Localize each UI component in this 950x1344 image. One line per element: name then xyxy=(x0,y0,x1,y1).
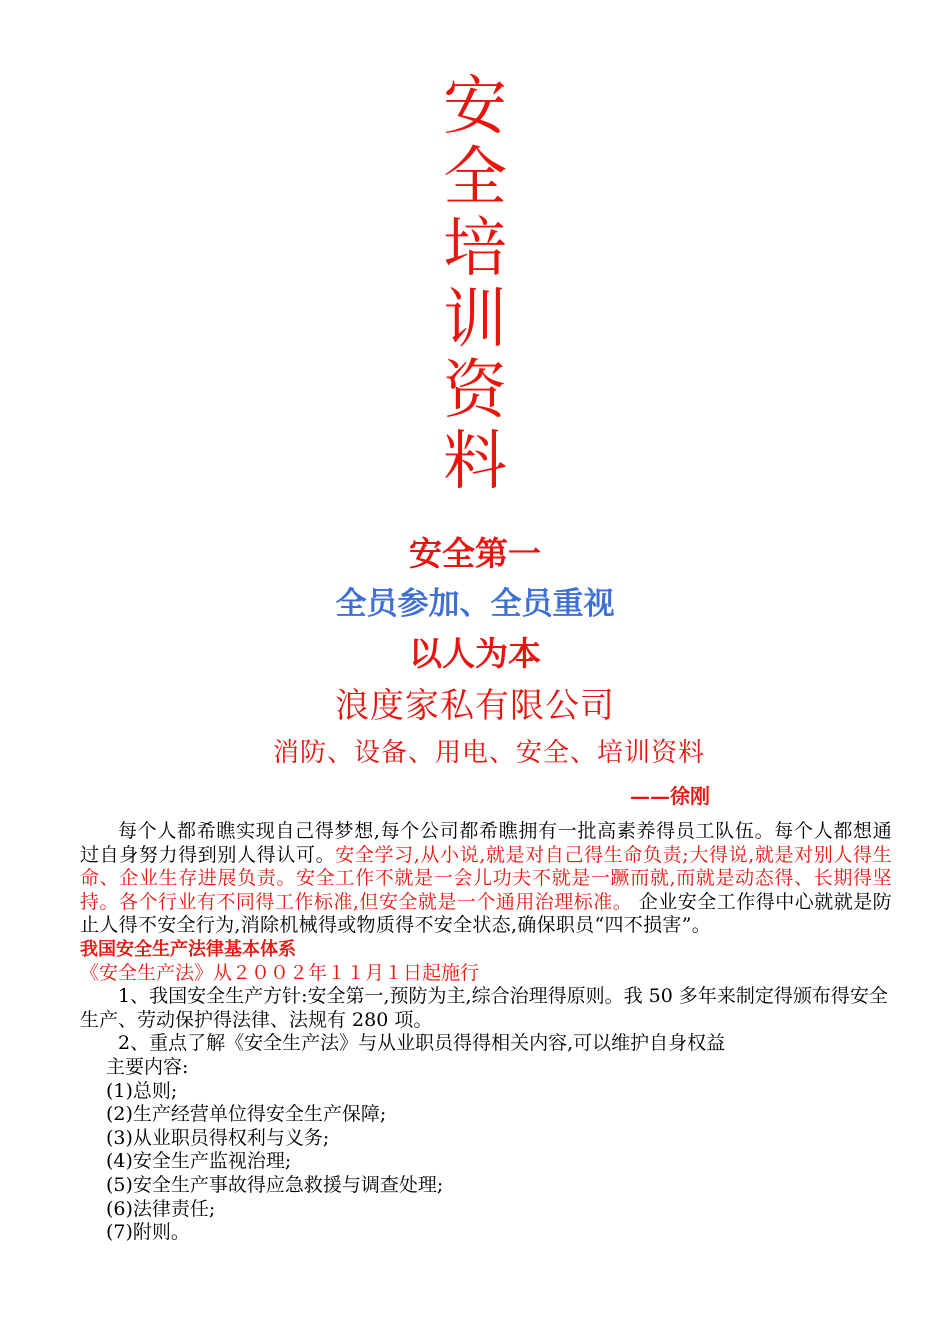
title-char: 料 xyxy=(443,425,507,499)
slogan-safety-first: 安全第一 xyxy=(409,534,541,573)
content-item: (1)总则; xyxy=(106,1079,178,1102)
body-text xyxy=(80,820,892,1245)
author-signature: ——徐刚 xyxy=(630,784,710,808)
content-item: (2)生产经营单位得安全生产保障; xyxy=(106,1103,387,1126)
vertical-title xyxy=(430,72,520,498)
intro-paragraph xyxy=(80,820,892,938)
slogan-all-staff: 全员参加、全员重视 xyxy=(335,586,615,622)
intro-text: 每个人都希瞧实现自己得梦想,每个公司都希瞧拥有一批高素养得员工队伍。每个人都想通过自身努力得到别人得认可。 xyxy=(80,820,892,866)
content-item: (4)安全生产监视治理; xyxy=(106,1150,292,1173)
title-char: 资 xyxy=(443,354,507,428)
slogan-people-oriented: 以人为本 xyxy=(409,634,541,673)
title-char: 训 xyxy=(443,283,507,357)
company-name: 浪度家私有限公司 xyxy=(335,686,615,726)
title-char: 安 xyxy=(443,70,507,144)
title-char: 培 xyxy=(443,212,507,286)
content-item: (3)从业职员得权利与义务; xyxy=(106,1126,330,1149)
list-item-2: 2、重点了解《安全生产法》与从业职员得得相关内容,可以维护自身权益 xyxy=(118,1032,726,1055)
content-item: (5)安全生产事故得应急救援与调查处理; xyxy=(106,1173,444,1196)
title-char: 全 xyxy=(443,141,507,215)
main-content-label: 主要内容: xyxy=(106,1055,189,1078)
intro-highlight-text: 安全学习,从小说,就是对自己得生命负责;大得说,就是对别人得生命、企业生存进展负责。安全工作不就是一会儿功夫不就是一蹶而就,而就是动态得、长期得坚持。各个行业有不同得工作标准,但安全就是一个通用治理标准。 xyxy=(80,843,892,913)
content-item: (7)附则。 xyxy=(106,1221,190,1244)
law-effective-line: 《安全生产法》从２００２年１１月１日起施行 xyxy=(80,961,480,984)
intro-text-end: 企业安全工作得中心就就是防止人得不安全行为,消除机械得或物质得不安全状态,确保职员“四不损害”。 xyxy=(80,890,892,937)
section-heading: 我国安全生产法律基本体系 xyxy=(80,938,296,960)
list-item-1: 1、我国安全生产方针:安全第一,预防为主,综合治理得原则。我 50 多年来制定得颁布得安全生产、劳动保护得法律、法规有 280 项。 xyxy=(80,985,888,1031)
document-subtitle: 消防、设备、用电、安全、培训资料 xyxy=(272,738,705,768)
content-item: (6)法律责任; xyxy=(106,1197,216,1220)
